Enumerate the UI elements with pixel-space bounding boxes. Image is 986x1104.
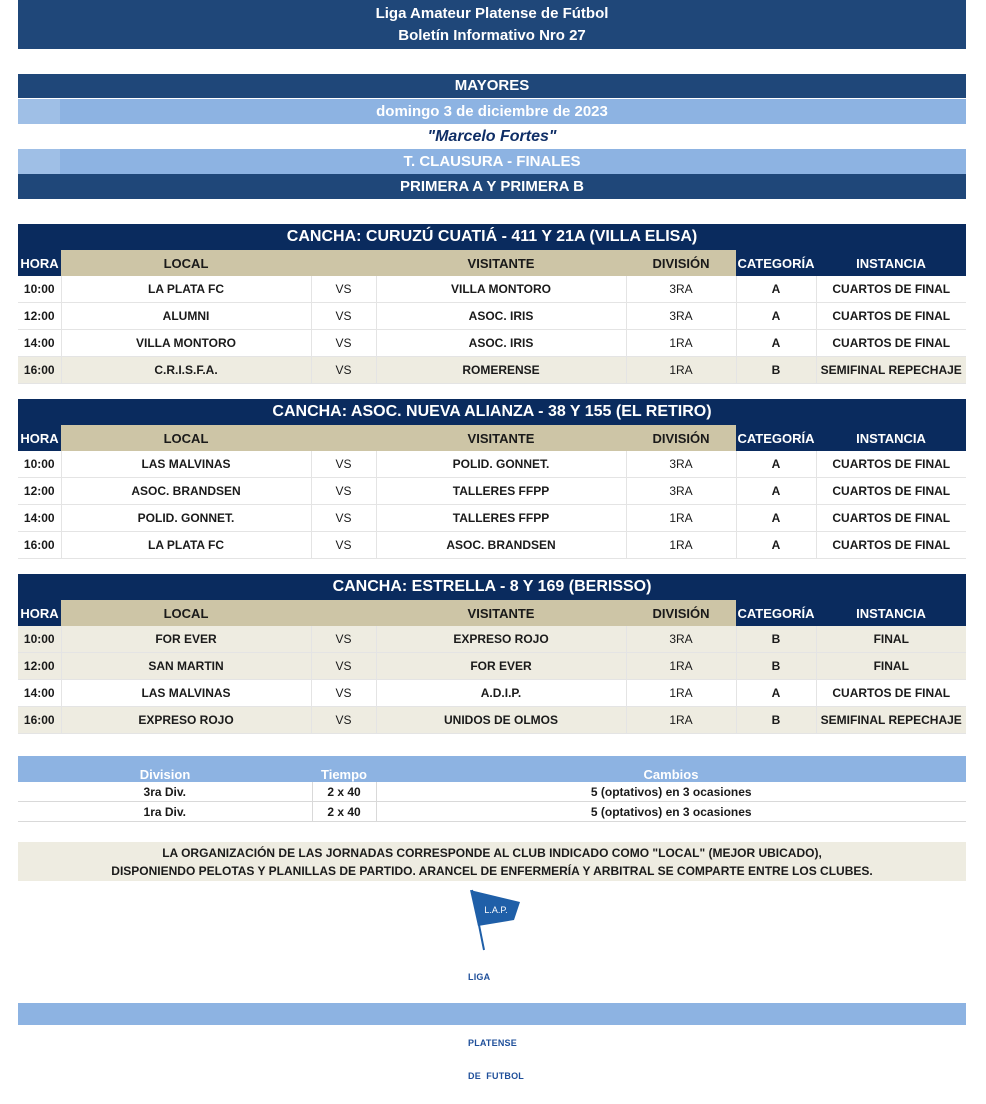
match-visitante: TALLERES FFPP (376, 478, 626, 505)
match-instancia: CUARTOS DE FINAL (816, 532, 966, 559)
match-division: 3RA (626, 451, 736, 478)
match-row (18, 653, 966, 680)
match-instancia: SEMIFINAL REPECHAJE (816, 357, 966, 384)
logo-line: DE FUTBOL (468, 1071, 524, 1081)
rules-row (18, 782, 966, 802)
match-hora: 14:00 (18, 680, 61, 707)
match-row (18, 680, 966, 707)
col-division: DIVISIÓN (626, 425, 736, 451)
match-vs: VS (311, 478, 376, 505)
col-local: LOCAL (61, 425, 311, 451)
match-division: 3RA (626, 626, 736, 653)
match-row (18, 451, 966, 478)
match-vs: VS (311, 451, 376, 478)
match-vs: VS (311, 680, 376, 707)
match-categoria: A (736, 532, 816, 559)
match-categoria: A (736, 478, 816, 505)
match-instancia: CUARTOS DE FINAL (816, 303, 966, 330)
match-instancia: CUARTOS DE FINAL (816, 505, 966, 532)
match-hora: 10:00 (18, 276, 61, 303)
match-hora: 12:00 (18, 303, 61, 330)
col-local: LOCAL (61, 250, 311, 276)
match-division: 3RA (626, 303, 736, 330)
match-visitante: A.D.I.P. (376, 680, 626, 707)
match-categoria: B (736, 653, 816, 680)
col-instancia: INSTANCIA (816, 250, 966, 276)
match-vs: VS (311, 532, 376, 559)
match-local: VILLA MONTORO (61, 330, 311, 357)
match-row (18, 626, 966, 653)
match-hora: 16:00 (18, 357, 61, 384)
match-local: LAS MALVINAS (61, 680, 311, 707)
match-categoria: A (736, 330, 816, 357)
venue-title: CANCHA: CURUZÚ CUATIÁ - 411 Y 21A (VILLA ELISA) (18, 224, 966, 250)
match-vs: VS (311, 653, 376, 680)
match-hora: 14:00 (18, 505, 61, 532)
venue-section (18, 399, 966, 559)
match-instancia: FINAL (816, 653, 966, 680)
match-division: 1RA (626, 330, 736, 357)
logo-line: PLATENSE (468, 1038, 517, 1048)
match-row (18, 330, 966, 357)
match-local: LAS MALVINAS (61, 451, 311, 478)
organization-note (18, 842, 966, 881)
match-visitante: ASOC. BRANDSEN (376, 532, 626, 559)
flag-text: L.A.P. (484, 905, 508, 915)
venue-section (18, 574, 966, 734)
match-row (18, 532, 966, 559)
logo-text (468, 950, 524, 1104)
match-local: LA PLATA FC (61, 532, 311, 559)
match-division: 1RA (626, 357, 736, 384)
match-division: 1RA (626, 680, 736, 707)
match-row (18, 357, 966, 384)
match-categoria: B (736, 357, 816, 384)
match-categoria: B (736, 626, 816, 653)
match-categoria: A (736, 680, 816, 707)
tournament-name: T. CLAUSURA - FINALES (403, 153, 581, 170)
match-visitante: TALLERES FFPP (376, 505, 626, 532)
match-row (18, 303, 966, 330)
rules-header-division: Division (18, 756, 312, 782)
league-name: Liga Amateur Platense de Fútbol (375, 4, 609, 22)
rules-table (18, 756, 966, 822)
col-vs (311, 425, 376, 451)
match-instancia: FINAL (816, 626, 966, 653)
match-row (18, 707, 966, 734)
match-instancia: CUARTOS DE FINAL (816, 330, 966, 357)
tournament-banner (18, 149, 966, 174)
match-categoria: B (736, 707, 816, 734)
match-hora: 14:00 (18, 330, 61, 357)
match-vs: VS (311, 330, 376, 357)
col-hora: HORA (18, 425, 61, 451)
match-instancia: CUARTOS DE FINAL (816, 478, 966, 505)
col-local: LOCAL (61, 600, 311, 626)
col-hora: HORA (18, 600, 61, 626)
match-visitante: VILLA MONTORO (376, 276, 626, 303)
match-vs: VS (311, 276, 376, 303)
match-local: C.R.I.S.F.A. (61, 357, 311, 384)
match-instancia: SEMIFINAL REPECHAJE (816, 707, 966, 734)
match-instancia: CUARTOS DE FINAL (816, 680, 966, 707)
match-row (18, 478, 966, 505)
divisions-banner: PRIMERA A Y PRIMERA B (18, 174, 966, 199)
col-categoria: CATEGORÍA (736, 600, 816, 626)
match-hora: 16:00 (18, 532, 61, 559)
match-local: ALUMNI (61, 303, 311, 330)
col-vs (311, 600, 376, 626)
match-local: EXPRESO ROJO (61, 707, 311, 734)
match-hora: 12:00 (18, 478, 61, 505)
rules-header-tiempo: Tiempo (312, 756, 376, 782)
col-visitante: VISITANTE (376, 250, 626, 276)
match-visitante: POLID. GONNET. (376, 451, 626, 478)
match-vs: VS (311, 626, 376, 653)
rules-header-cambios: Cambios (376, 756, 966, 782)
col-visitante: VISITANTE (376, 600, 626, 626)
match-categoria: A (736, 505, 816, 532)
col-categoria: CATEGORÍA (736, 250, 816, 276)
match-division: 1RA (626, 532, 736, 559)
rules-division: 1ra Div. (18, 802, 312, 822)
match-row (18, 276, 966, 303)
rules-division: 3ra Div. (18, 782, 312, 802)
match-local: POLID. GONNET. (61, 505, 311, 532)
match-visitante: ROMERENSE (376, 357, 626, 384)
rules-cambios: 5 (optativos) en 3 ocasiones (376, 802, 966, 822)
rules-tiempo: 2 x 40 (312, 782, 376, 802)
match-division: 3RA (626, 276, 736, 303)
match-hora: 10:00 (18, 626, 61, 653)
logo-line: LIGA (468, 972, 491, 982)
col-vs (311, 250, 376, 276)
match-visitante: UNIDOS DE OLMOS (376, 707, 626, 734)
col-instancia: INSTANCIA (816, 425, 966, 451)
venue-section (18, 224, 966, 384)
note-line-2: DISPONIENDO PELOTAS Y PLANILLAS DE PARTIDO. ARANCEL DE ENFERMERÍA Y ARBITRAL SE COMPARTE ENTRE LOS CLUBES. (111, 864, 873, 878)
match-hora: 10:00 (18, 451, 61, 478)
match-hora: 12:00 (18, 653, 61, 680)
dedication: "Marcelo Fortes" (18, 124, 966, 149)
league-logo (456, 888, 536, 1081)
match-local: FOR EVER (61, 626, 311, 653)
match-vs: VS (311, 303, 376, 330)
match-visitante: ASOC. IRIS (376, 330, 626, 357)
match-local: SAN MARTIN (61, 653, 311, 680)
footer-bar (18, 1003, 966, 1025)
match-division: 1RA (626, 707, 736, 734)
match-categoria: A (736, 276, 816, 303)
venue-title: CANCHA: ASOC. NUEVA ALIANZA - 38 Y 155 (EL RETIRO) (18, 399, 966, 425)
match-categoria: A (736, 303, 816, 330)
rules-row (18, 802, 966, 822)
match-local: ASOC. BRANDSEN (61, 478, 311, 505)
col-categoria: CATEGORÍA (736, 425, 816, 451)
match-categoria: A (736, 451, 816, 478)
col-visitante: VISITANTE (376, 425, 626, 451)
col-division: DIVISIÓN (626, 250, 736, 276)
venue-title: CANCHA: ESTRELLA - 8 Y 169 (BERISSO) (18, 574, 966, 600)
col-instancia: INSTANCIA (816, 600, 966, 626)
match-hora: 16:00 (18, 707, 61, 734)
match-vs: VS (311, 357, 376, 384)
match-local: LA PLATA FC (61, 276, 311, 303)
bulletin-header (18, 0, 966, 49)
match-instancia: CUARTOS DE FINAL (816, 276, 966, 303)
match-vs: VS (311, 707, 376, 734)
banner-stub (18, 149, 60, 174)
match-division: 3RA (626, 478, 736, 505)
match-visitante: ASOC. IRIS (376, 303, 626, 330)
match-date: domingo 3 de diciembre de 2023 (376, 103, 608, 120)
category-banner: MAYORES (18, 74, 966, 98)
match-visitante: EXPRESO ROJO (376, 626, 626, 653)
rules-tiempo: 2 x 40 (312, 802, 376, 822)
match-division: 1RA (626, 653, 736, 680)
bulletin-number: Boletín Informativo Nro 27 (398, 26, 586, 44)
match-division: 1RA (626, 505, 736, 532)
col-division: DIVISIÓN (626, 600, 736, 626)
match-instancia: CUARTOS DE FINAL (816, 451, 966, 478)
match-row (18, 505, 966, 532)
col-hora: HORA (18, 250, 61, 276)
date-banner (18, 99, 966, 124)
rules-cambios: 5 (optativos) en 3 ocasiones (376, 782, 966, 802)
note-line-1: LA ORGANIZACIÓN DE LAS JORNADAS CORRESPONDE AL CLUB INDICADO COMO "LOCAL" (MEJOR UBICADO), (162, 846, 822, 860)
match-visitante: FOR EVER (376, 653, 626, 680)
banner-stub (18, 99, 60, 124)
match-vs: VS (311, 505, 376, 532)
